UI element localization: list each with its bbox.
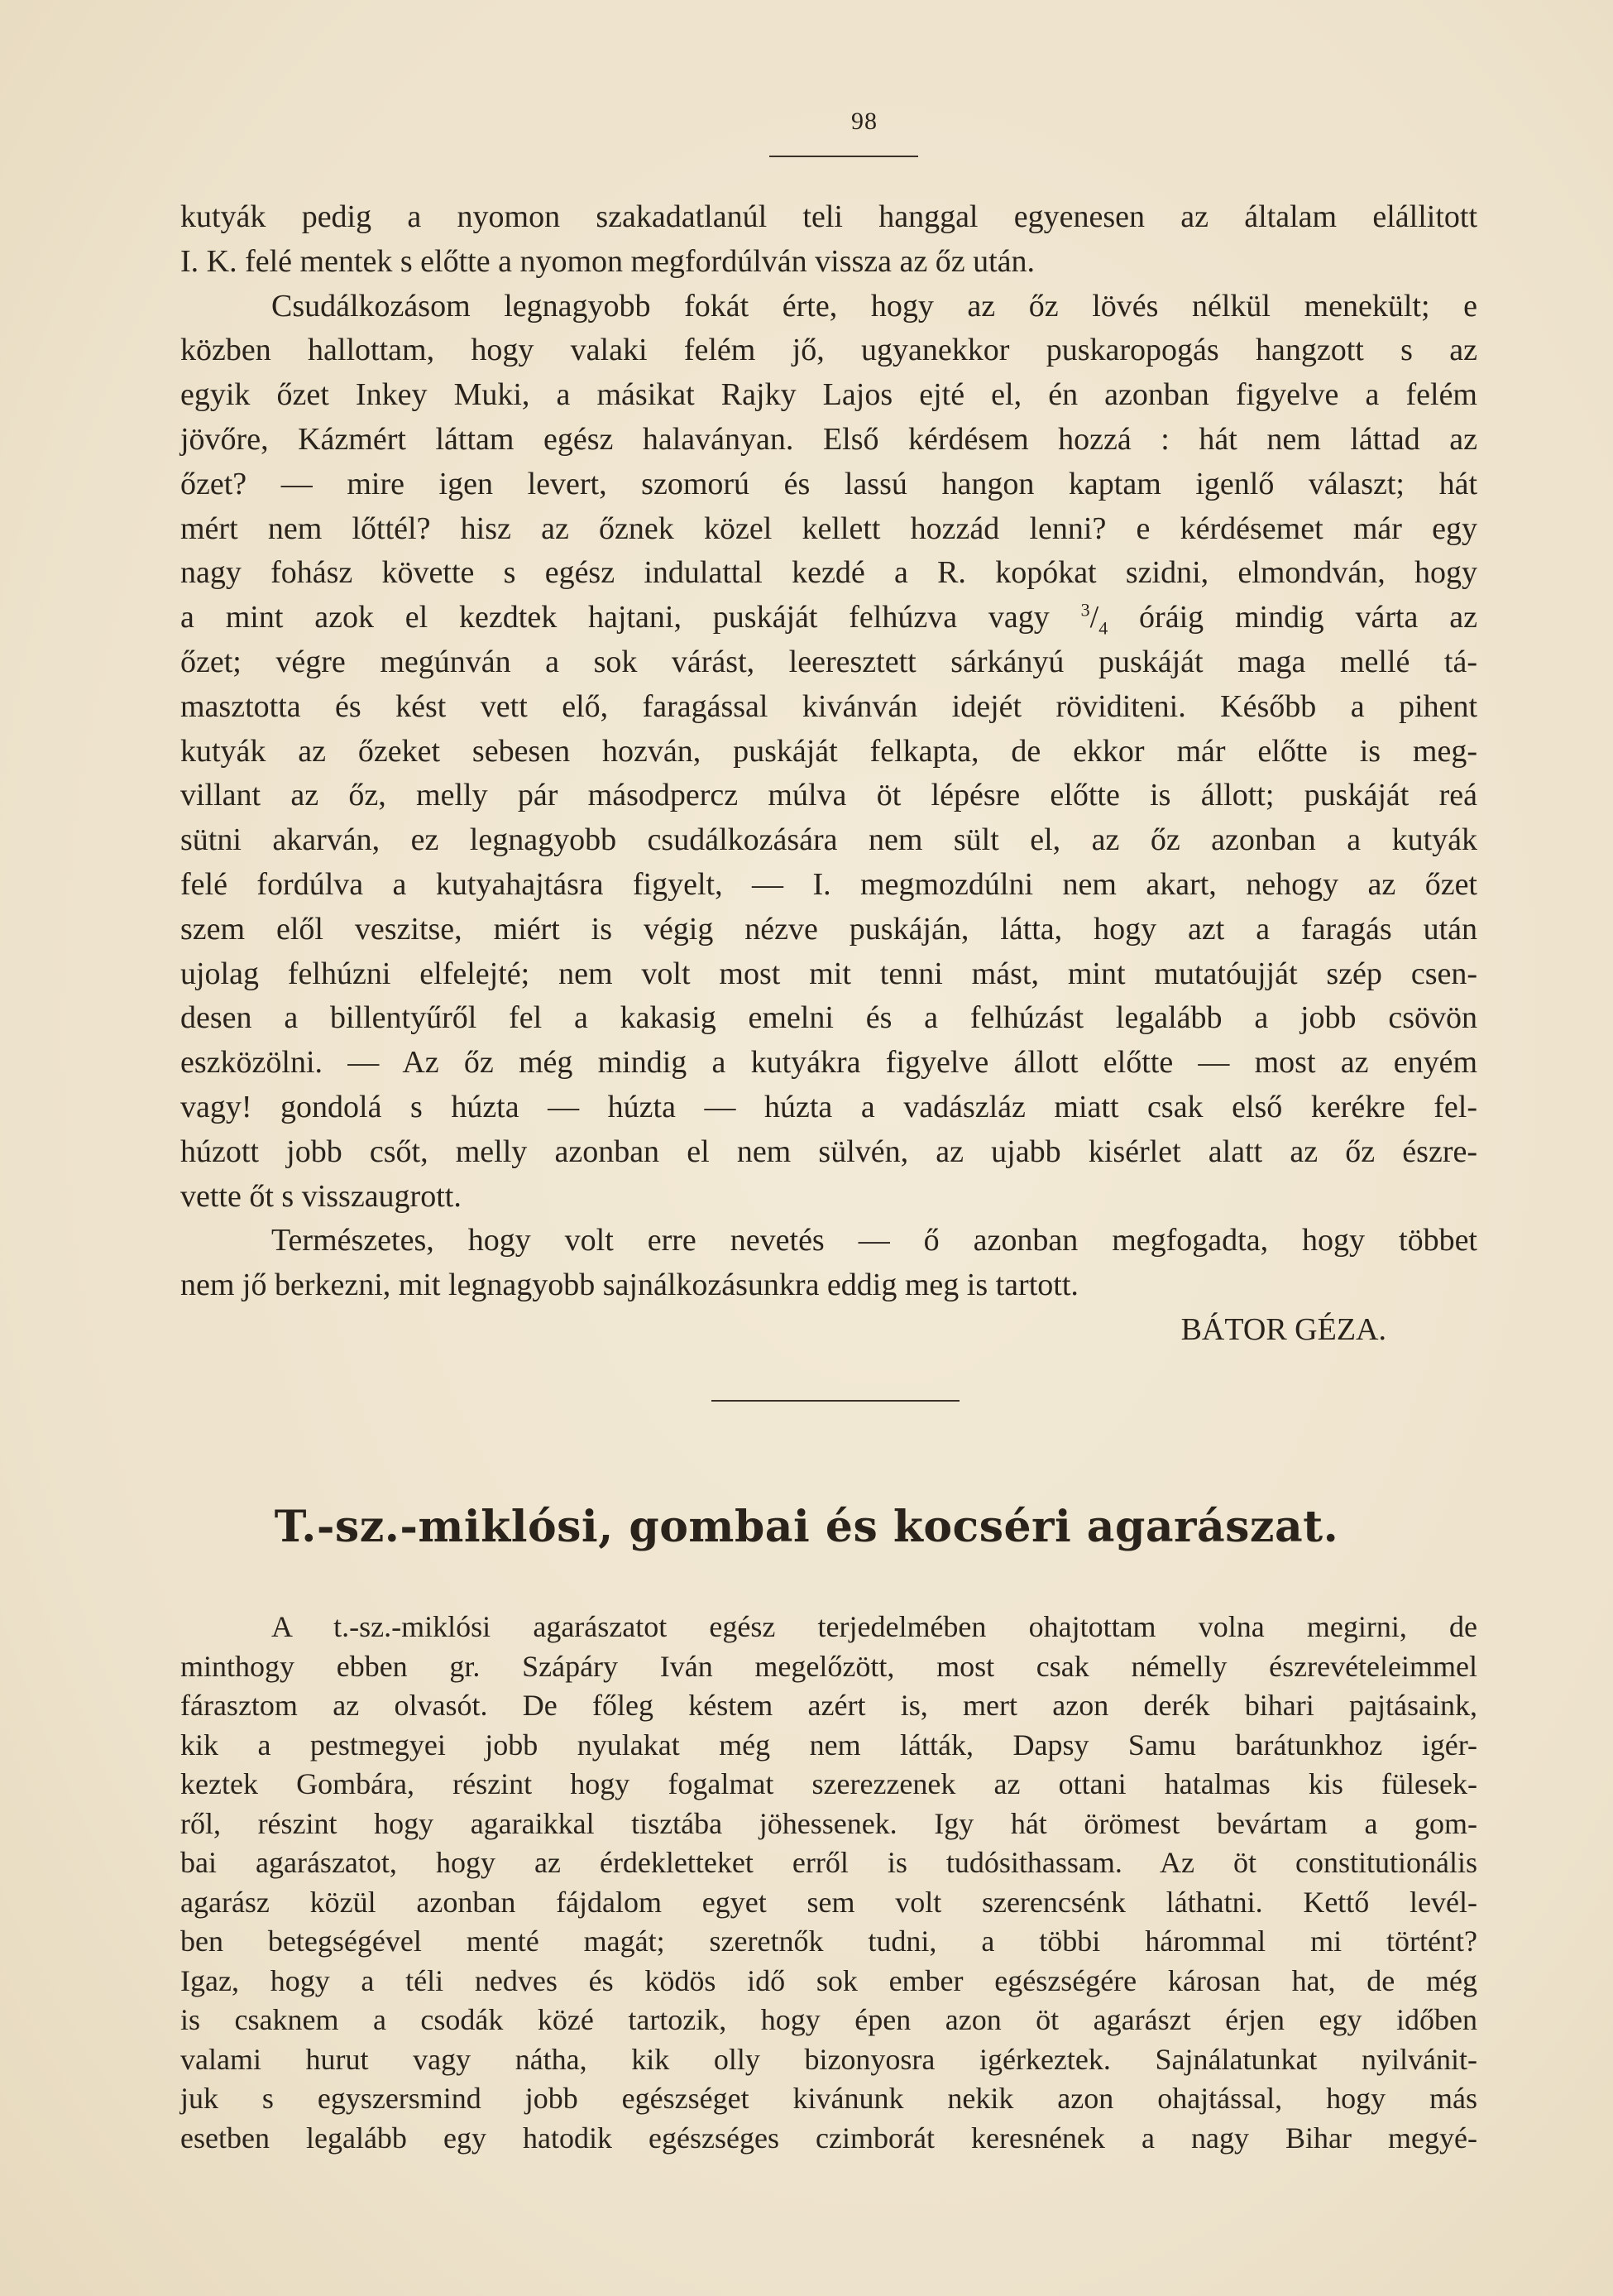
text-line: húzott jobb csőt, melly azonban el nem sülvén, az ujabb kisérlet alatt az őz észre- — [180, 1134, 1477, 1169]
text-line: is csaknem a csodák közé tartozik, hogy épen azon öt agarászt érjen egy időben — [180, 2003, 1477, 2036]
fraction: $^3/_4$ — [1080, 599, 1108, 639]
text-line: Természetes, hogy volt erre nevetés — ő azonban megfogadta, hogy többet — [271, 1223, 1477, 1258]
article-1-body — [180, 195, 1477, 1353]
page-number: 98 — [851, 108, 878, 135]
text-line: agarász közül azonban fájdalom egyet sem volt szerencsénk láthatni. Kettő levél- — [180, 1885, 1477, 1919]
text-line: sütni akarván, ez legnagyobb csudálkozására nem sült el, az őz azonban a kutyák — [180, 822, 1477, 858]
text-line: juk s egyszersmind jobb egészséget kivánunk nekik azon ohajtással, hogy más — [180, 2082, 1477, 2115]
text-line: eszközölni. — Az őz még mindig a kutyákra figyelve állott előtte — most az enyém — [180, 1045, 1477, 1081]
text-line: ujolag felhúzni elfelejté; nem volt most mit tenni mást, mint mutatóujját szép csen- — [180, 956, 1477, 991]
text-line: I. K. felé mentek s előtte a nyomon megfordúlván vissza az őz után. — [180, 243, 1036, 279]
text-line: egyik őzet Inkey Muki, a másikat Rajky Lajos ejté el, én azonban figyelve a felém — [180, 377, 1477, 413]
text-line: ről, részint hogy agaraikkal tisztába jöhessenek. Igy hát örömest bevártam a gom- — [180, 1806, 1477, 1840]
text-segment: a mint azok el kezdtek hajtani, puskáját felhúzva vagy — [180, 600, 1050, 635]
text-line: A t.-sz.-miklósi agarászatot egész terjedelmében ohajtottam volna megirni, de — [271, 1610, 1477, 1643]
text-line: masztotta és kést vett elő, faragással kivánván idejét röviditeni. Később a pihent — [180, 688, 1477, 724]
text-line: keztek Gombára, részint hogy fogalmat szerezzenek az ottani hatalmas kis fülesek- — [180, 1767, 1477, 1800]
text-line: őzet? — mire igen levert, szomorú és lassú hangon kaptam igenlő választ; hát — [180, 466, 1477, 501]
text-line-with-fraction — [180, 596, 1477, 640]
text-line: őzet; végre megúnván a sok várást, leeresztett sárkányú puskáját maga mellé tá- — [180, 644, 1477, 679]
text-line: esetben legalább egy hatodik egészséges czimborát keresnének a nagy Bihar megyé- — [180, 2121, 1477, 2155]
text-line: közben hallottam, hogy valaki felém jő, ugyanekkor puskaropogás hangzott s az — [180, 333, 1477, 368]
text-segment: óráig mindig várta az — [1139, 600, 1477, 635]
text-line: valami hurut vagy nátha, kik olly bizonyosra igérkeztek. Sajnálatunkat nyilvánit- — [180, 2042, 1477, 2076]
article-2-body — [180, 1608, 1477, 2158]
text-line: vagy! gondolá s húzta — húzta — húzta a vadászláz miatt csak első kerékre fel- — [180, 1089, 1477, 1124]
text-line: fárasztom az olvasót. De főleg késtem azért is, mert azon derék bihari pajtásaink, — [180, 1689, 1477, 1722]
text-line: nagy fohász követte s egész indulattal kezdé a R. kopókat szidni, elmondván, hogy — [180, 555, 1477, 591]
section-divider — [711, 1400, 960, 1402]
text-line: kutyák az őzeket sebesen hozván, puskáját felkapta, de ekkor már előtte is meg- — [180, 733, 1477, 769]
text-line: szem elől veszitse, miért is végig nézve puskáján, látta, hogy azt a faragás után — [180, 911, 1477, 947]
article-2-title: T.-sz.-miklósi, gombai és kocséri agarászat. — [274, 1502, 1339, 1552]
fraction-denominator: 4 — [1098, 617, 1108, 639]
text-line: Csudálkozásom legnagyobb fokát érte, hogy az őz lövés nélkül menekült; e — [271, 288, 1477, 324]
text-line: felé fordúlva a kutyahajtásra figyelt, — I. megmozdúlni nem akart, nehogy az őzet — [180, 866, 1477, 902]
author-signature: BÁTOR GÉZA. — [1180, 1311, 1386, 1347]
text-line: desen a billentyűről fel a kakasig emelni és a felhúzást legalább a jobb csövön — [180, 1000, 1477, 1036]
text-line: mért nem lőttél? hisz az őznek közel kellett hozzád lenni? e kérdésemet már egy — [180, 510, 1477, 546]
text-line: bai agarászatot, hogy az érdekletteket erről is tudósithassam. Az öt constitutionális — [180, 1846, 1477, 1879]
text-line: villant az őz, melly pár másodpercz múlva öt lépésre előtte is állott; puskáját reá — [180, 778, 1477, 813]
text-line: minthogy ebben gr. Szápáry Iván megelőzött, most csak némelly észrevételeimmel — [180, 1649, 1477, 1683]
text-line: nem jő berkezni, mit legnagyobb sajnálkozásunkra eddig meg is tartott. — [180, 1268, 1079, 1303]
text-line: kik a pestmegyei jobb nyulakat még nem látták, Dapsy Samu barátunkhoz igér- — [180, 1728, 1477, 1762]
text-line: Igaz, hogy a téli nedves és ködös idő sok ember egészségére károsan hat, de még — [180, 1963, 1477, 1997]
page-number-rule — [769, 156, 918, 157]
text-line: ben betegségével menté magát; szeretnők tudni, a többi hárommal mi történt? — [180, 1925, 1477, 1958]
text-line: jövőre, Kázmért láttam egész halaványan. Első kérdésem hozzá : hát nem láttad az — [180, 421, 1477, 457]
text-line: kutyák pedig a nyomon szakadatlanúl teli hanggal egyenesen az általam elállitott — [180, 199, 1477, 234]
fraction-numerator: 3 — [1080, 599, 1090, 621]
text-line: vette őt s visszaugrott. — [180, 1178, 462, 1214]
